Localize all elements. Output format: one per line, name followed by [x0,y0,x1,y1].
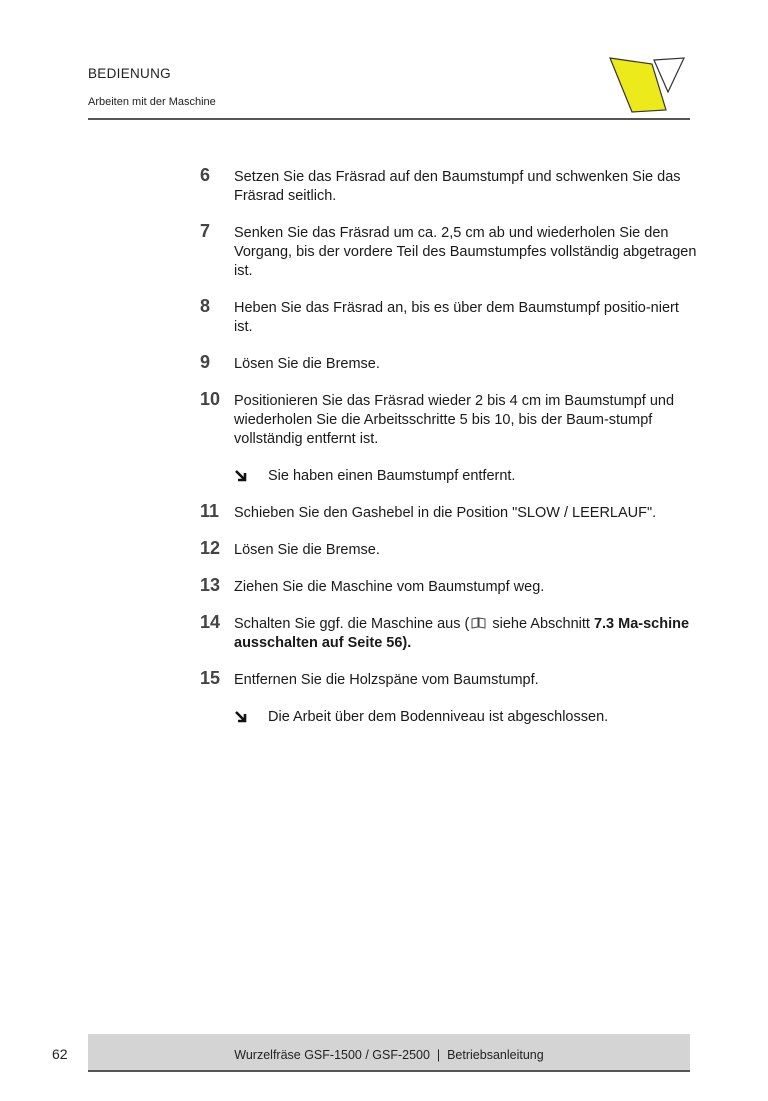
step-number: 15 [200,668,221,688]
arrow-down-right-icon [234,710,248,724]
step-text-mid: siehe Abschnitt [488,616,594,632]
step-item [200,296,700,337]
step-text: Lösen Sie die Bremse. [234,542,380,558]
step-number: 14 [200,612,221,632]
step-text: Heben Sie das Fräsrad an, bis es über dem Baumstumpf positio-niert ist. [234,300,679,335]
step-item [200,612,700,653]
step-number: 7 [200,221,211,241]
step-text: Senken Sie das Fräsrad um ca. 2,5 cm ab und wiederholen Sie den Vorgang, bis der vordere Teil des Baumstumpfes vollständig abgetragen ist. [234,225,697,279]
header-rule [88,118,690,120]
step-item [200,352,700,374]
step-text: Lösen Sie die Bremse. [234,356,380,372]
section-title: BEDIENUNG [88,66,171,81]
step-number: 11 [200,501,220,521]
step-number: 9 [200,352,211,372]
footer-bar [88,1034,690,1072]
step-item [200,389,700,449]
step-text: Entfernen Sie die Holzspäne vom Baumstumpf. [234,672,539,688]
step-number: 13 [200,575,221,595]
subsection-title: Arbeiten mit der Maschine [88,96,216,108]
step-item [200,165,700,206]
step-item [200,538,700,560]
section-reference-link[interactable]: 7.3 Ma-schine ausschalten auf Seite 56). [234,616,690,651]
arrow-down-right-icon [234,469,248,483]
step-number: 6 [200,165,211,185]
page-number: 62 [52,1046,68,1062]
step-number: 10 [200,389,221,409]
result-text: Sie haben einen Baumstumpf entfernt. [268,468,516,484]
company-logo [608,54,686,114]
result-item [200,708,700,727]
footer-title: Wurzelfräse GSF-1500 / GSF-2500 | Betriebsanleitung [234,1048,544,1062]
step-number: 12 [200,538,221,558]
step-text: Ziehen Sie die Maschine vom Baumstumpf weg. [234,579,545,595]
step-text: Schieben Sie den Gashebel in die Position "SLOW / LEERLAUF". [234,505,657,521]
step-item [200,575,700,597]
step-number: 8 [200,296,211,316]
result-text: Die Arbeit über dem Bodenniveau ist abgeschlossen. [268,709,609,725]
result-item [200,467,700,486]
step-text-before: Schalten Sie ggf. die Maschine aus ( [234,616,470,632]
step-text: Setzen Sie das Fräsrad auf den Baumstumpf und schwenken Sie das Fräsrad seitlich. [234,169,681,204]
step-item [200,501,700,523]
step-item [200,221,700,281]
step-text: Positionieren Sie das Fräsrad wieder 2 bis 4 cm im Baumstumpf und wiederholen Sie die Arbeitsschritte 5 bis 10, bis der Baum-stumpf vollständig entfernt ist. [234,393,675,447]
book-icon [471,617,486,629]
step-item [200,668,700,690]
instruction-list [200,165,700,745]
